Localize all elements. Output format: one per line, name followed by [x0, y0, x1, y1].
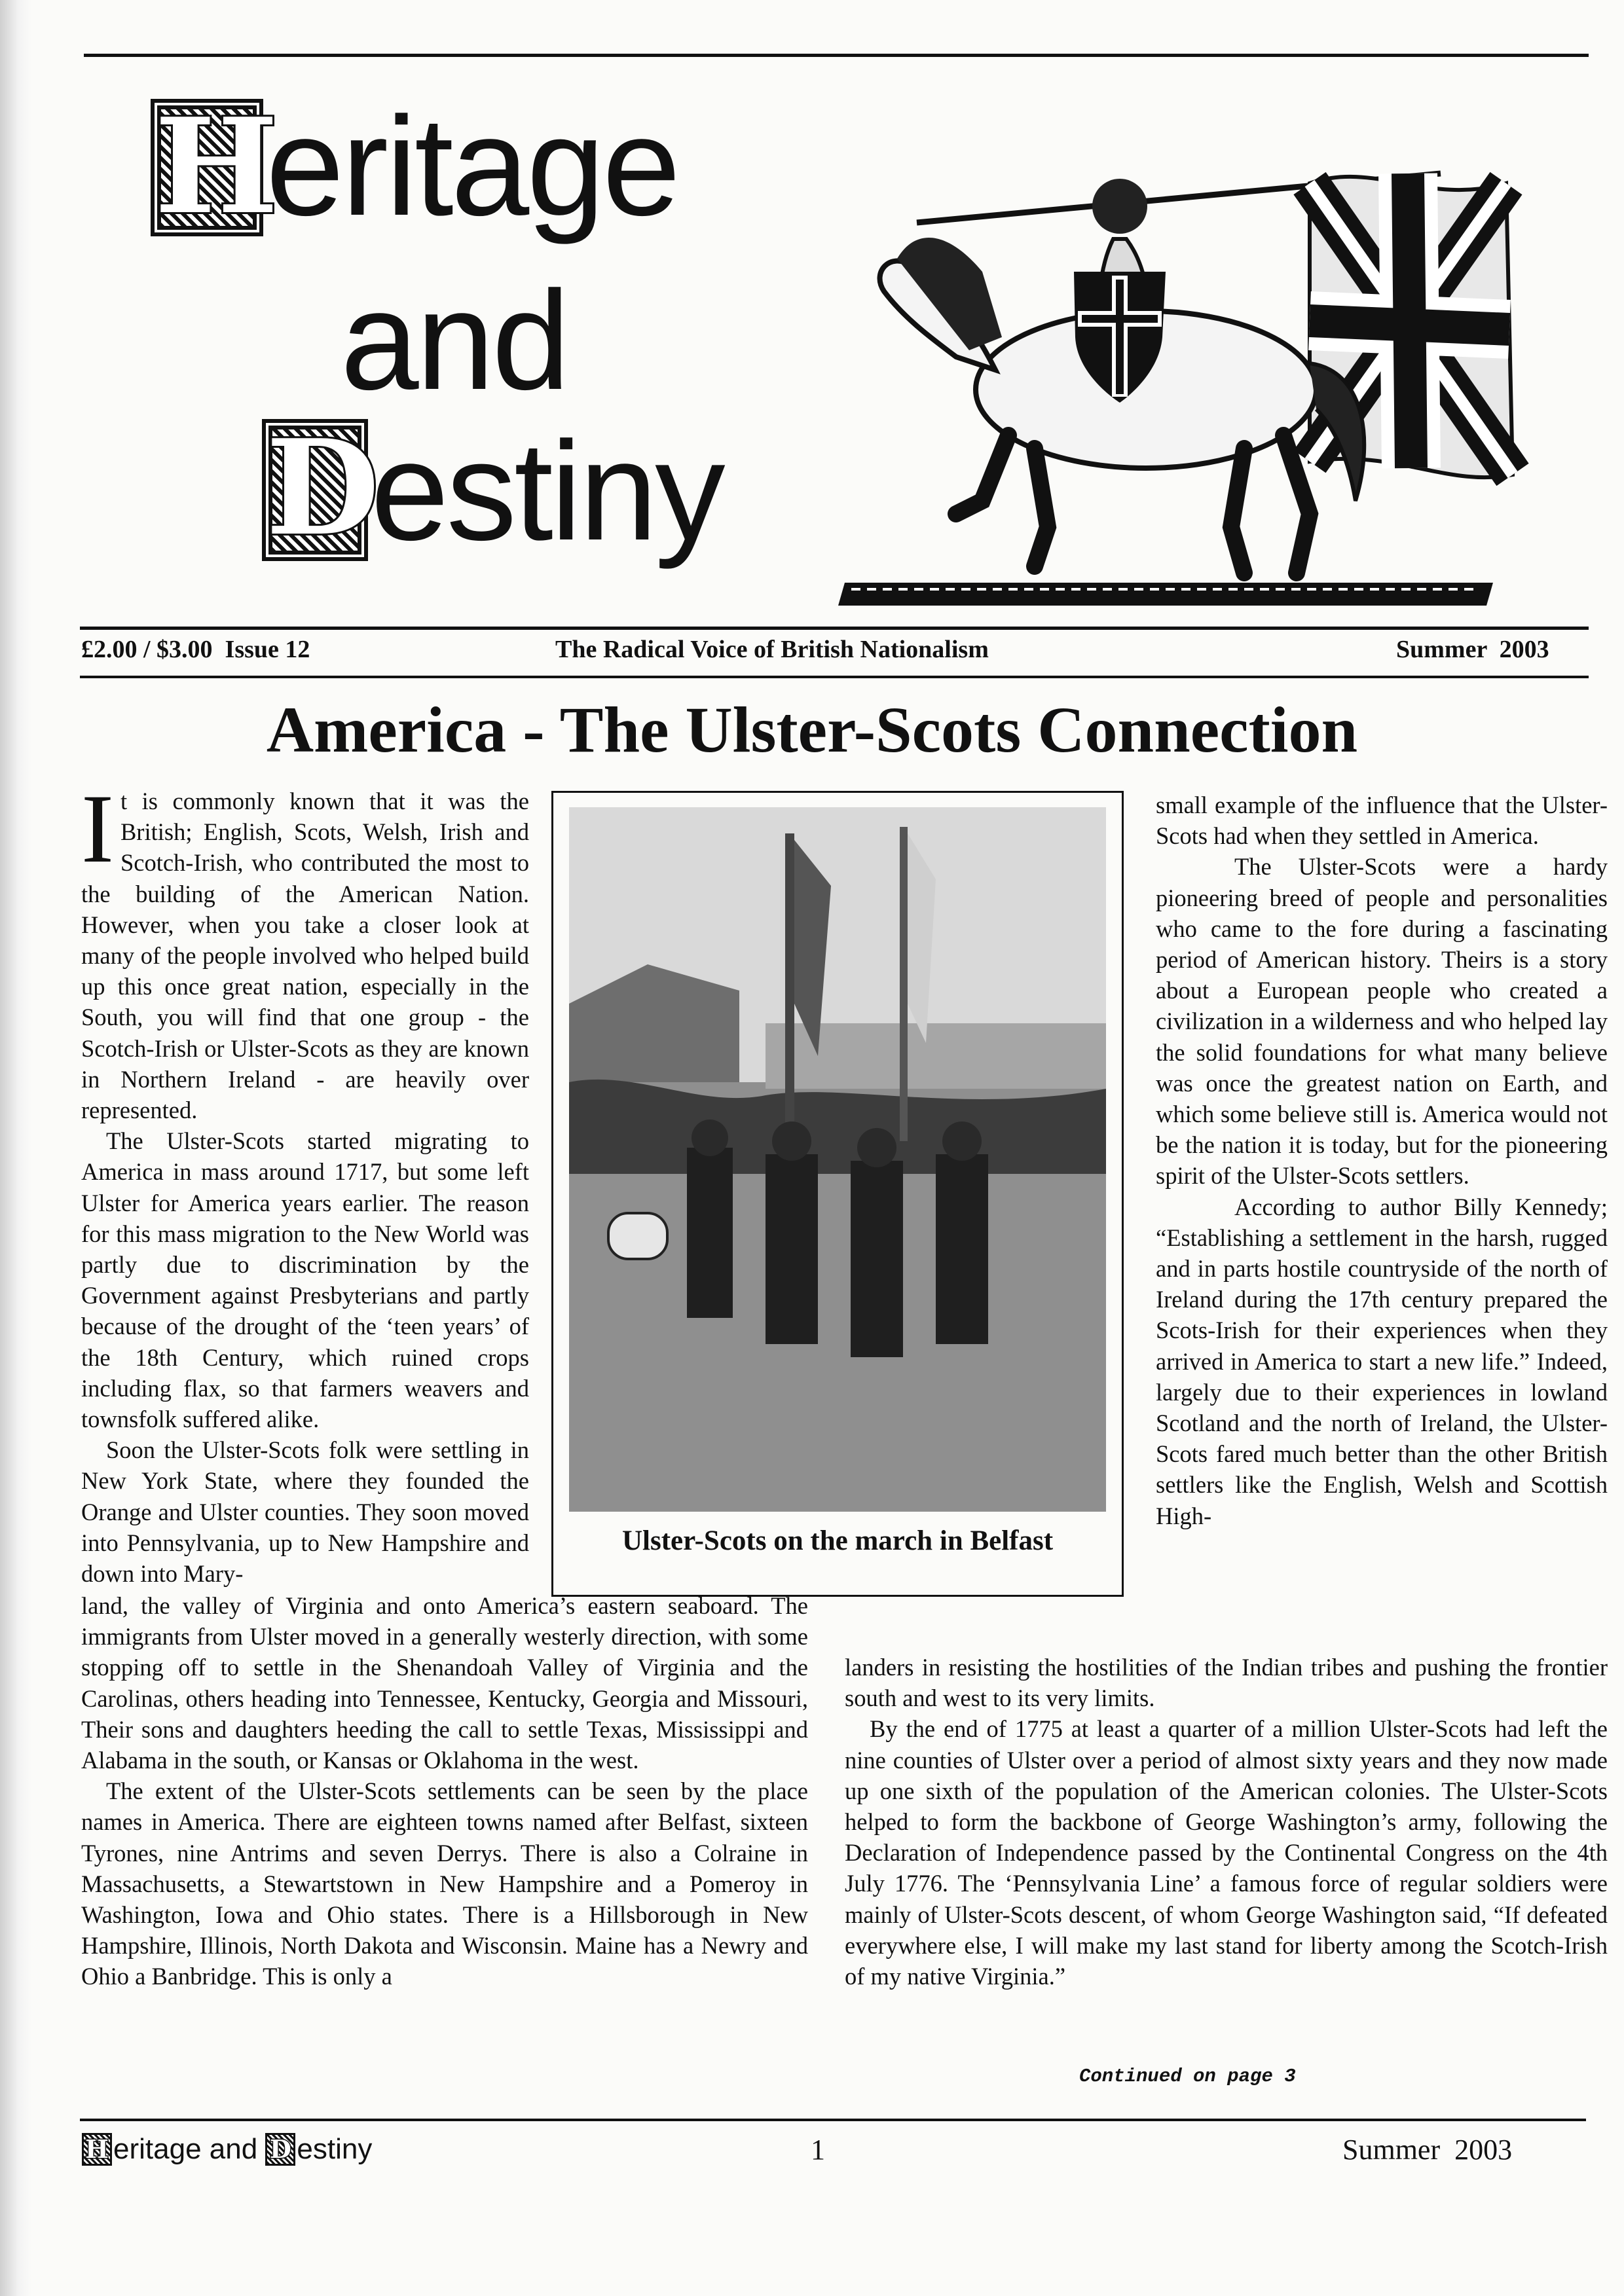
masthead-line-heritage [151, 87, 678, 245]
knight-on-horse-icon [880, 179, 1365, 573]
footer-logo-cap-h: H [82, 2133, 112, 2166]
footer-rule [80, 2119, 1586, 2121]
page-binding-edge [0, 0, 31, 2296]
page-number: 1 [811, 2134, 825, 2166]
march-photo [569, 807, 1106, 1512]
article-paragraph: According to author Billy Kennedy; “Establishing a settlement in the harsh, rugged and in parts hostile countryside of the north of Ireland during the 17th century prepared the Scots-Irish for their experiences when they arrived in America to start a new life.” Indeed, largely due to their experiences in lowland Scotland and the north of Ireland, the Ulster-Scots fared much better than the other British settlers like the English, Welsh and Scottish High- [1156, 1193, 1608, 1529]
footer-logo-cap-d: D [265, 2133, 295, 2166]
masthead-dropcap-h: H [151, 99, 263, 236]
article-paragraph: Soon the Ulster-Scots folk were settling in New York State, where they founded the Orange and Ulster counties. They soon moved into Pennsylvania, up to New Hampshire and down into Mary- [81, 1436, 529, 1588]
article-headline: America - The Ulster-Scots Connection [266, 693, 1358, 766]
masthead-word-destiny: estiny [371, 412, 723, 570]
article-paragraph: By the end of 1775 at least a quarter of a million Ulster-Scots had left the nine counties of Ulster over a period of almost sixty years and they now made up one sixth of the population of the American colonies. The Ulster-Scots helped to form the backbone of George Washington’s army, following the Declaration of Independence passed by the Continental Congress on the 4th July 1776. The ‘Pennsylvania Line’ a famous force of regular soldiers were mainly of Ulster-Scots descent, of whom George Washington said, “If defeated everywhere else, I will make my last stand for liberty among the Scotch-Irish of my native Virginia.” [845, 1715, 1608, 1990]
info-bar-top-rule [80, 627, 1589, 630]
photo-caption: Ulster-Scots on the march in Belfast [621, 1525, 1054, 1556]
footer-logo-text-1: eritage and [113, 2133, 266, 2165]
knight-flag-illustration [838, 121, 1532, 606]
article-paragraph: The Ulster-Scots started migrating to America in mass around 1717, but some left Ulster for America years earlier. The reason for this mass migration to the New World was partly due to discrimination by the Government against Presbyterians and partly because of the drought of the ‘teen years’ of the 18th Century, which ruined crops including flax, so that farmers weavers and townsfolk suffered alike. [81, 1127, 529, 1433]
masthead-dropcap-d: D [262, 419, 368, 561]
article-paragraph: The Ulster-Scots were a hardy pioneering breed of people and personalities who came to the fore during a fascinating period of American history. Theirs is a story about a European people who created a civilization in a wilderness and who helped lay the solid foundations for what many believe was once the greatest nation on Earth, and which some believe still is. America would not be the nation it is today, but for the pioneering spirit of the Ulster-Scots settlers. [1156, 853, 1608, 1190]
article-column-left [81, 774, 529, 1589]
info-bar-bottom-rule [80, 676, 1589, 678]
footer-logo [82, 2133, 372, 2166]
issue-season: Summer 2003 [1396, 636, 1549, 663]
top-rule [84, 54, 1589, 57]
article-column-right-bottom [845, 1652, 1608, 1992]
tagline: The Radical Voice of British Nationalism [555, 636, 989, 663]
photo-frame [551, 791, 1124, 1597]
article-paragraph: small example of the influence that the Ulster-Scots had when they settled in America. [1156, 792, 1608, 850]
article-paragraph: It is commonly known that it was the British; English, Scots, Welsh, Irish and Scotch-Irish, who contributed the most to the building of the American Nation. However, when you take a closer look at many of the people involved who helped build up this once great nation, especially in the South, you will find that one group - the Scotch-Irish or Ulster-Scots as they are known in Northern Ireland - are heavily over represented. [81, 774, 529, 1124]
footer-logo-text-2: estiny [297, 2133, 373, 2165]
drop-cap: I [81, 774, 114, 883]
article-column-right [1156, 790, 1608, 1531]
article-paragraph: land, the valley of Virginia and onto America’s eastern seaboard. The immigrants from Ulster moved in a generally westerly direction, with some stopping off to settle in the Shenandoah Valley of Virginia and the Carolinas, others heading into Tennessee, Kentucky, Georgia and Missouri, Their sons and daughters heeding the call to settle Texas, Mississippi and Alabama in the south, or Kansas or Oklahoma in the west. [81, 1592, 808, 1774]
article-paragraph: The extent of the Ulster-Scots settlements can be seen by the place names in America. There are eighteen towns named after Belfast, sixteen Tyrones, nine Antrims and seven Derrys. There is also a Colraine in Massachusetts, a Stewartstown in New Hampshire and a Pomeroy in Washington, Iowa and Ohio states. There is a Hillsborough in New Hampshire, Illinois, North Dakota and Wisconsin. Maine has a Newry and Ohio a Banbridge. This is only a [81, 1777, 808, 1990]
footer-season: Summer 2003 [1342, 2134, 1513, 2166]
article-column-left-bottom [81, 1590, 808, 1992]
masthead-line-and [341, 261, 568, 419]
article-paragraph: landers in resisting the hostilities of the Indian tribes and pushing the frontier south and west to its very limits. [845, 1654, 1608, 1712]
info-bar [80, 635, 1586, 668]
masthead-word-and: and [341, 261, 568, 419]
masthead-line-destiny [262, 411, 723, 570]
masthead-word-heritage: eritage [266, 87, 678, 245]
continued-note: Continued on page 3 [1079, 2066, 1296, 2087]
price-and-issue: £2.00 / $3.00 Issue 12 [81, 636, 310, 663]
